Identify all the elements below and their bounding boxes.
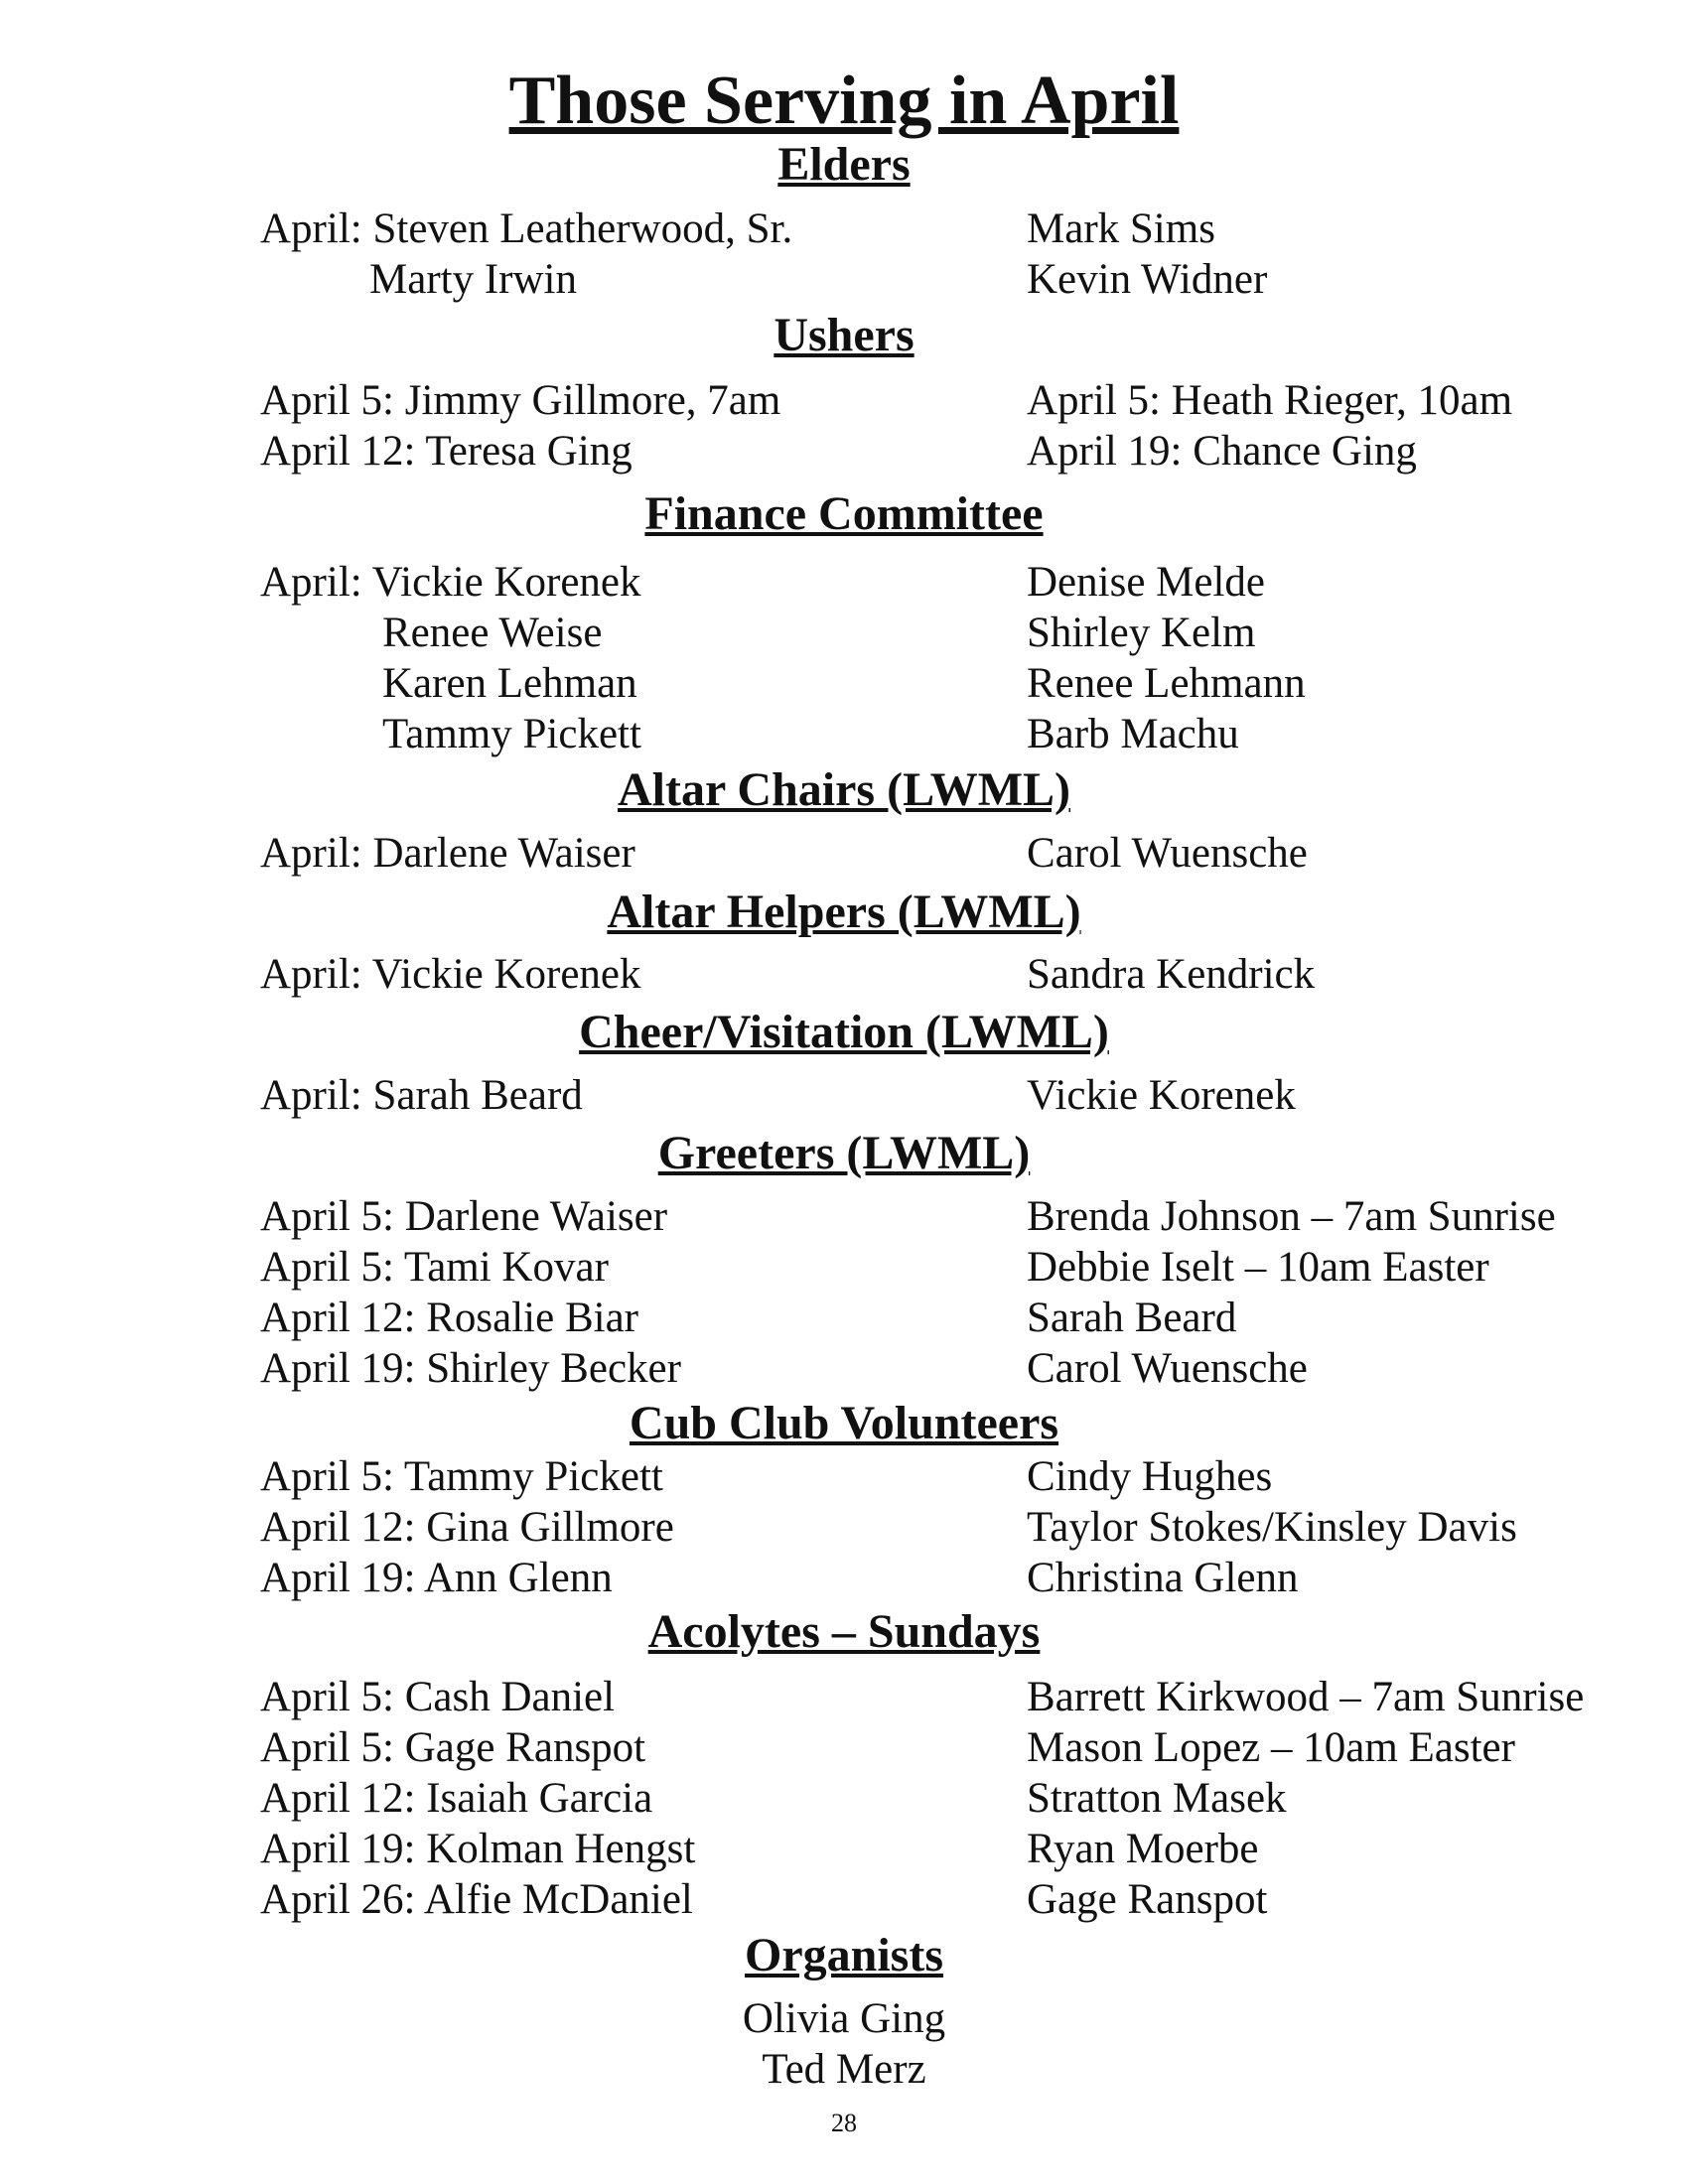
cheer-left-column <box>260 1070 583 1121</box>
finance-left-column <box>260 557 641 759</box>
section-heading-finance-committee: Finance Committee <box>644 487 1044 540</box>
list-item: April 5: Cash Daniel <box>260 1674 616 1720</box>
cub-club-right-column <box>1027 1451 1517 1603</box>
elders-right-column <box>1027 204 1267 305</box>
section-heading-greeters: Greeters (LWML) <box>657 1127 1031 1179</box>
elders-left-column <box>260 204 792 305</box>
list-item: Renee Weise <box>382 610 603 656</box>
list-item: April 26: Alfie McDaniel <box>260 1876 693 1923</box>
list-item: Brenda Johnson – 7am Sunrise <box>1027 1193 1556 1240</box>
list-item: April: Darlene Waiser <box>260 830 635 877</box>
section-heading-elders: Elders <box>777 138 911 191</box>
list-item: Sandra Kendrick <box>1027 951 1316 998</box>
cheer-right-column <box>1027 1070 1296 1121</box>
list-item: April 12: Gina Gillmore <box>260 1504 674 1551</box>
ushers-left-column <box>260 375 780 477</box>
finance-right-column <box>1027 557 1306 759</box>
page-number: 28 <box>831 2109 857 2137</box>
list-item: Vickie Korenek <box>1027 1072 1296 1119</box>
acolytes-right-column <box>1027 1672 1584 1925</box>
list-item: April 5: Jimmy Gillmore, 7am <box>260 377 781 424</box>
list-item: April: Vickie Korenek <box>260 951 641 998</box>
list-item: Barb Machu <box>1027 711 1239 757</box>
list-item: Tammy Pickett <box>382 711 641 757</box>
altar-chairs-left-column <box>260 828 635 879</box>
list-item: April 5: Tammy Pickett <box>260 1453 663 1500</box>
section-heading-cub-club: Cub Club Volunteers <box>629 1397 1059 1449</box>
greeters-left-column <box>260 1191 681 1394</box>
list-item: April 5: Darlene Waiser <box>260 1193 668 1240</box>
list-item: Barrett Kirkwood – 7am Sunrise <box>1027 1674 1585 1720</box>
section-heading-acolytes: Acolytes – Sundays <box>647 1605 1041 1658</box>
altar-chairs-right-column <box>1027 828 1308 879</box>
list-item: Marty Irwin <box>369 256 577 303</box>
list-item: April: Steven Leatherwood, Sr. <box>260 205 793 252</box>
ushers-right-column <box>1027 375 1512 477</box>
list-item: Stratton Masek <box>1027 1775 1287 1822</box>
list-item: Debbie Iselt – 10am Easter <box>1027 1244 1489 1291</box>
list-item: April 5: Heath Rieger, 10am <box>1027 377 1513 424</box>
list-item: Christina Glenn <box>1027 1555 1299 1601</box>
cub-club-left-column <box>260 1451 674 1603</box>
section-heading-altar-helpers: Altar Helpers (LWML) <box>607 886 1081 938</box>
list-item: April 19: Kolman Hengst <box>260 1826 696 1872</box>
list-item: Denise Melde <box>1027 559 1266 606</box>
page-title: Those Serving in April <box>508 63 1180 139</box>
list-item: Shirley Kelm <box>1027 610 1256 656</box>
greeters-right-column <box>1027 1191 1556 1394</box>
list-item: April 12: Isaiah Garcia <box>260 1775 653 1822</box>
list-item: Sarah Beard <box>1027 1295 1237 1341</box>
list-item: Carol Wuensche <box>1027 830 1308 877</box>
list-item: Mason Lopez – 10am Easter <box>1027 1724 1515 1771</box>
section-heading-altar-chairs: Altar Chairs (LWML) <box>618 763 1070 816</box>
list-item: April 19: Shirley Becker <box>260 1345 681 1392</box>
list-item: Olivia Ging <box>742 1995 946 2042</box>
list-item: April 19: Ann Glenn <box>260 1555 613 1601</box>
list-item: Karen Lehman <box>382 660 637 707</box>
section-heading-ushers: Ushers <box>774 309 914 361</box>
list-item: Ted Merz <box>762 2046 926 2093</box>
acolytes-left-column <box>260 1672 695 1925</box>
list-item: April 19: Chance Ging <box>1027 428 1417 475</box>
list-item: Taylor Stokes/Kinsley Davis <box>1027 1504 1517 1551</box>
list-item: April 12: Teresa Ging <box>260 428 633 475</box>
list-item: April 12: Rosalie Biar <box>260 1295 638 1341</box>
list-item: Kevin Widner <box>1027 256 1268 303</box>
list-item: April 5: Tami Kovar <box>260 1244 609 1291</box>
list-item: Renee Lehmann <box>1027 660 1306 707</box>
list-item: Mark Sims <box>1027 205 1215 252</box>
list-item: April: Sarah Beard <box>260 1072 583 1119</box>
list-item: Ryan Moerbe <box>1027 1826 1259 1872</box>
list-item: Carol Wuensche <box>1027 1345 1308 1392</box>
section-heading-cheer-visitation: Cheer/Visitation (LWML) <box>579 1006 1109 1058</box>
organists-list <box>0 1993 1688 2095</box>
list-item: Gage Ranspot <box>1027 1876 1268 1923</box>
list-item: Cindy Hughes <box>1027 1453 1273 1500</box>
altar-helpers-right-column <box>1027 949 1315 1000</box>
list-item: April: Vickie Korenek <box>260 559 641 606</box>
altar-helpers-left-column <box>260 949 641 1000</box>
list-item: April 5: Gage Ranspot <box>260 1724 646 1771</box>
section-heading-organists: Organists <box>744 1929 943 1981</box>
